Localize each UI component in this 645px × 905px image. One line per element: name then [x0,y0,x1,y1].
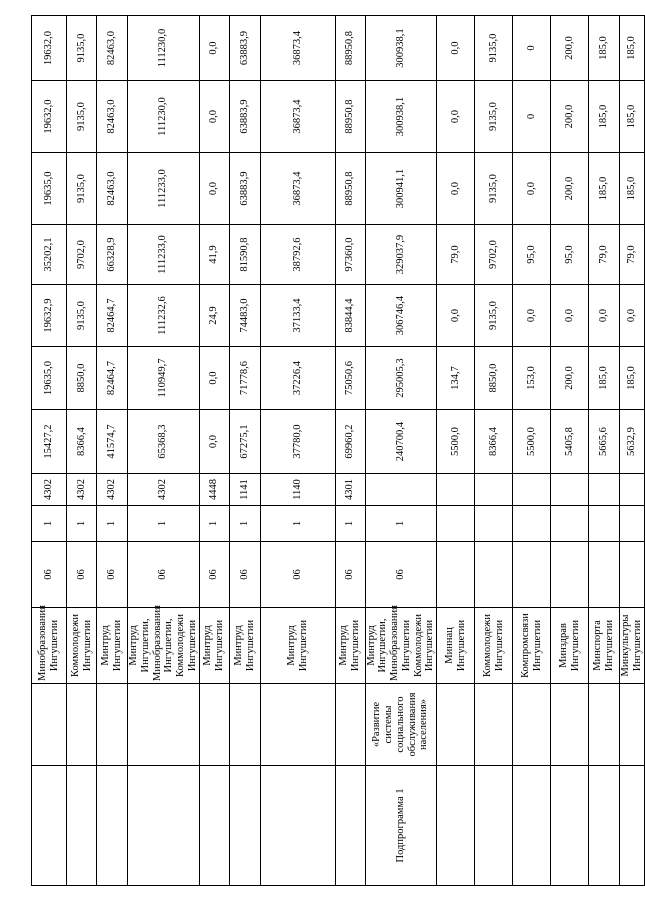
value-2015-cell: 185,0 [589,347,620,410]
main-event-cell: 4448 [199,474,229,506]
value-2015-cell: 82464,7 [97,347,128,410]
main-event-cell: 1140 [260,474,335,506]
value-2017-cell: 329037,9 [365,225,437,285]
value-2015-cell: 153,0 [513,347,551,410]
pp-code-cell [620,506,645,542]
value-2016-cell: 19632,9 [32,285,67,347]
value-2018-cell: 200,0 [551,153,589,225]
value-2018-cell: 0,0 [437,153,475,225]
value-2017-cell: 95,0 [513,225,551,285]
value-2018-cell: 111233,0 [128,153,200,225]
value-2017-cell: 79,0 [589,225,620,285]
pp-code-cell: 1 [199,506,229,542]
subprogram-cell [67,766,97,886]
value-2016-cell: 306746,4 [365,285,437,347]
executor-cell: Коммолодежи Ингушетии [475,608,513,684]
value-2014-cell: 8366,4 [475,410,513,474]
value-2014-cell: 37780,0 [260,410,335,474]
main-event-cell [620,474,645,506]
value-2020-cell: 82463,0 [97,16,128,81]
executor-cell: Миннац Ингушетии [437,608,475,684]
main-event-cell [551,474,589,506]
budget-table [31,15,645,886]
executor-cell: Минтруд Ингушетии [199,608,229,684]
value-2017-cell: 111233,0 [128,225,200,285]
table-row [589,16,620,886]
value-2015-cell: 200,0 [551,347,589,410]
pp-code-cell: 1 [260,506,335,542]
value-2016-cell: 0,0 [589,285,620,347]
value-2019-cell: 63883,9 [229,81,260,153]
value-2019-cell: 200,0 [551,81,589,153]
value-2020-cell: 88950,8 [335,16,365,81]
executor-cell: Минздрав Ингушетии [551,608,589,684]
subprogram-cell [475,766,513,886]
gp-code-cell: 06 [128,542,200,608]
table-row [551,16,589,886]
main-event-cell: 1141 [229,474,260,506]
gp-code-cell [513,542,551,608]
value-2019-cell: 111230,0 [128,81,200,153]
main-event-cell: 4302 [97,474,128,506]
executor-cell: Минтруд Ингушетии, Минобразования Ингушетии Коммолодежи Ингушетии [365,608,437,684]
value-2016-cell: 0,0 [551,285,589,347]
subprogram-cell [260,766,335,886]
table-row [620,16,645,886]
subprogram-cell [335,766,365,886]
table-row [229,16,260,886]
value-2018-cell: 88950,8 [335,153,365,225]
value-2019-cell: 185,0 [589,81,620,153]
value-2015-cell: 71778,6 [229,347,260,410]
executor-cell: Минспорта Ингушетии [589,608,620,684]
value-2017-cell: 81590,8 [229,225,260,285]
value-2017-cell: 35202,1 [32,225,67,285]
table-row [260,16,335,886]
program-name-cell [513,684,551,766]
value-2018-cell: 63883,9 [229,153,260,225]
value-2017-cell: 95,0 [551,225,589,285]
value-2016-cell: 24,9 [199,285,229,347]
pp-code-cell: 1 [32,506,67,542]
value-2014-cell: 5405,8 [551,410,589,474]
value-2014-cell: 41574,7 [97,410,128,474]
value-2014-cell: 15427,2 [32,410,67,474]
value-2016-cell: 0,0 [437,285,475,347]
table-row [67,16,97,886]
rotated-page [31,16,643,886]
value-2019-cell: 88950,8 [335,81,365,153]
value-2018-cell: 300941,1 [365,153,437,225]
gp-code-cell: 06 [67,542,97,608]
value-2016-cell: 83844,4 [335,285,365,347]
program-name-cell [260,684,335,766]
program-name-cell [589,684,620,766]
value-2017-cell: 79,0 [620,225,645,285]
value-2017-cell: 66328,9 [97,225,128,285]
value-2016-cell: 37133,4 [260,285,335,347]
value-2020-cell: 19632,0 [32,16,67,81]
table-row [199,16,229,886]
value-2015-cell: 75050,6 [335,347,365,410]
value-2019-cell: 9135,0 [67,81,97,153]
pp-code-cell [551,506,589,542]
value-2014-cell: 5500,0 [513,410,551,474]
value-2014-cell: 5632,9 [620,410,645,474]
program-name-cell [32,684,67,766]
pp-code-cell: 1 [97,506,128,542]
executor-cell: Компромсвязи Ингушетии [513,608,551,684]
main-event-cell: 4301 [335,474,365,506]
value-2015-cell: 0,0 [199,347,229,410]
value-2015-cell: 185,0 [620,347,645,410]
value-2020-cell: 111230,0 [128,16,200,81]
subprogram-cell [128,766,200,886]
value-2018-cell: 36873,4 [260,153,335,225]
program-name-cell [475,684,513,766]
value-2019-cell: 36873,4 [260,81,335,153]
pp-code-cell: 1 [365,506,437,542]
value-2015-cell: 37226,4 [260,347,335,410]
main-event-cell: 4302 [128,474,200,506]
value-2018-cell: 185,0 [589,153,620,225]
value-2018-cell: 19635,0 [32,153,67,225]
value-2017-cell: 9702,0 [475,225,513,285]
value-2016-cell: 0,0 [620,285,645,347]
executor-cell: Коммолодежи Ингушетии [67,608,97,684]
main-event-cell: 4302 [32,474,67,506]
gp-code-cell: 06 [260,542,335,608]
pp-code-cell [475,506,513,542]
main-event-cell: 4302 [67,474,97,506]
value-2015-cell: 19635,0 [32,347,67,410]
program-name-cell [229,684,260,766]
gp-code-cell [589,542,620,608]
value-2016-cell: 111232,6 [128,285,200,347]
program-name-cell [97,684,128,766]
table-row [513,16,551,886]
value-2016-cell: 9135,0 [67,285,97,347]
value-2018-cell: 0,0 [513,153,551,225]
value-2018-cell: 9135,0 [475,153,513,225]
pp-code-cell: 1 [229,506,260,542]
main-event-cell [365,474,437,506]
program-name-cell [335,684,365,766]
gp-code-cell [437,542,475,608]
pp-code-cell: 1 [335,506,365,542]
value-2018-cell: 185,0 [620,153,645,225]
value-2020-cell: 36873,4 [260,16,335,81]
value-2017-cell: 97360,0 [335,225,365,285]
executor-cell: Минтруд Ингушетии [260,608,335,684]
value-2019-cell: 0,0 [437,81,475,153]
subprogram-cell [620,766,645,886]
subprogram-cell [229,766,260,886]
subprogram-cell: Подпрограмма 1 [365,766,437,886]
value-2019-cell: 185,0 [620,81,645,153]
table-row [365,16,437,886]
main-event-cell [437,474,475,506]
value-2016-cell: 0,0 [513,285,551,347]
executor-cell: Минтруд Ингушетии [229,608,260,684]
subprogram-cell [551,766,589,886]
value-2017-cell: 41,9 [199,225,229,285]
value-2014-cell: 69960,2 [335,410,365,474]
gp-code-cell: 06 [97,542,128,608]
program-name-cell [199,684,229,766]
value-2020-cell: 0,0 [437,16,475,81]
main-event-cell [475,474,513,506]
value-2018-cell: 9135,0 [67,153,97,225]
pp-code-cell: 1 [128,506,200,542]
program-name-cell [437,684,475,766]
value-2015-cell: 134,7 [437,347,475,410]
gp-code-cell: 06 [229,542,260,608]
subprogram-cell [199,766,229,886]
main-event-cell [589,474,620,506]
value-2015-cell: 8850,0 [67,347,97,410]
value-2015-cell: 110949,7 [128,347,200,410]
gp-code-cell: 06 [335,542,365,608]
gp-code-cell [620,542,645,608]
gp-code-cell: 06 [32,542,67,608]
value-2014-cell: 5500,0 [437,410,475,474]
pp-code-cell: 1 [67,506,97,542]
executor-cell: Минтруд Ингушетии [97,608,128,684]
executor-cell: Минтруд Ингушетии, Минобразования Ингушетии, Коммолодежи Ингушетии [128,608,200,684]
gp-code-cell: 06 [365,542,437,608]
value-2017-cell: 79,0 [437,225,475,285]
table-row [32,16,67,886]
program-name-cell [128,684,200,766]
value-2019-cell: 0 [513,81,551,153]
table-row [128,16,200,886]
pp-code-cell [589,506,620,542]
value-2017-cell: 38792,6 [260,225,335,285]
value-2020-cell: 185,0 [589,16,620,81]
table-row [97,16,128,886]
value-2020-cell: 0 [513,16,551,81]
value-2019-cell: 0,0 [199,81,229,153]
gp-code-cell [551,542,589,608]
subprogram-cell [589,766,620,886]
value-2020-cell: 9135,0 [67,16,97,81]
value-2020-cell: 0,0 [199,16,229,81]
table-row [475,16,513,886]
value-2016-cell: 9135,0 [475,285,513,347]
value-2016-cell: 74483,0 [229,285,260,347]
program-name-cell [551,684,589,766]
value-2015-cell: 295005,3 [365,347,437,410]
subprogram-cell [32,766,67,886]
pp-code-cell [437,506,475,542]
value-2018-cell: 0,0 [199,153,229,225]
value-2014-cell: 8366,4 [67,410,97,474]
value-2015-cell: 8850,0 [475,347,513,410]
value-2014-cell: 0,0 [199,410,229,474]
subprogram-cell [437,766,475,886]
table-row [437,16,475,886]
value-2016-cell: 82464,7 [97,285,128,347]
value-2014-cell: 67275,1 [229,410,260,474]
value-2020-cell: 200,0 [551,16,589,81]
pp-code-cell [513,506,551,542]
table-row [335,16,365,886]
value-2019-cell: 82463,0 [97,81,128,153]
value-2014-cell: 5665,6 [589,410,620,474]
subprogram-cell [97,766,128,886]
program-name-cell: «Развитие системы социального обслуживания населения» [365,684,437,766]
gp-code-cell [475,542,513,608]
subprogram-cell [513,766,551,886]
value-2014-cell: 240700,4 [365,410,437,474]
main-event-cell [513,474,551,506]
value-2020-cell: 300938,1 [365,16,437,81]
value-2014-cell: 65368,3 [128,410,200,474]
program-name-cell [67,684,97,766]
value-2020-cell: 63883,9 [229,16,260,81]
value-2019-cell: 19632,0 [32,81,67,153]
value-2019-cell: 9135,0 [475,81,513,153]
gp-code-cell: 06 [199,542,229,608]
value-2020-cell: 185,0 [620,16,645,81]
executor-cell: Минобразования Ингушетии [32,608,67,684]
executor-cell: Минтруд Ингушетии [335,608,365,684]
value-2018-cell: 82463,0 [97,153,128,225]
value-2019-cell: 300938,1 [365,81,437,153]
value-2020-cell: 9135,0 [475,16,513,81]
executor-cell: Минкультуры Ингушетии [620,608,645,684]
program-name-cell [620,684,645,766]
value-2017-cell: 9702,0 [67,225,97,285]
